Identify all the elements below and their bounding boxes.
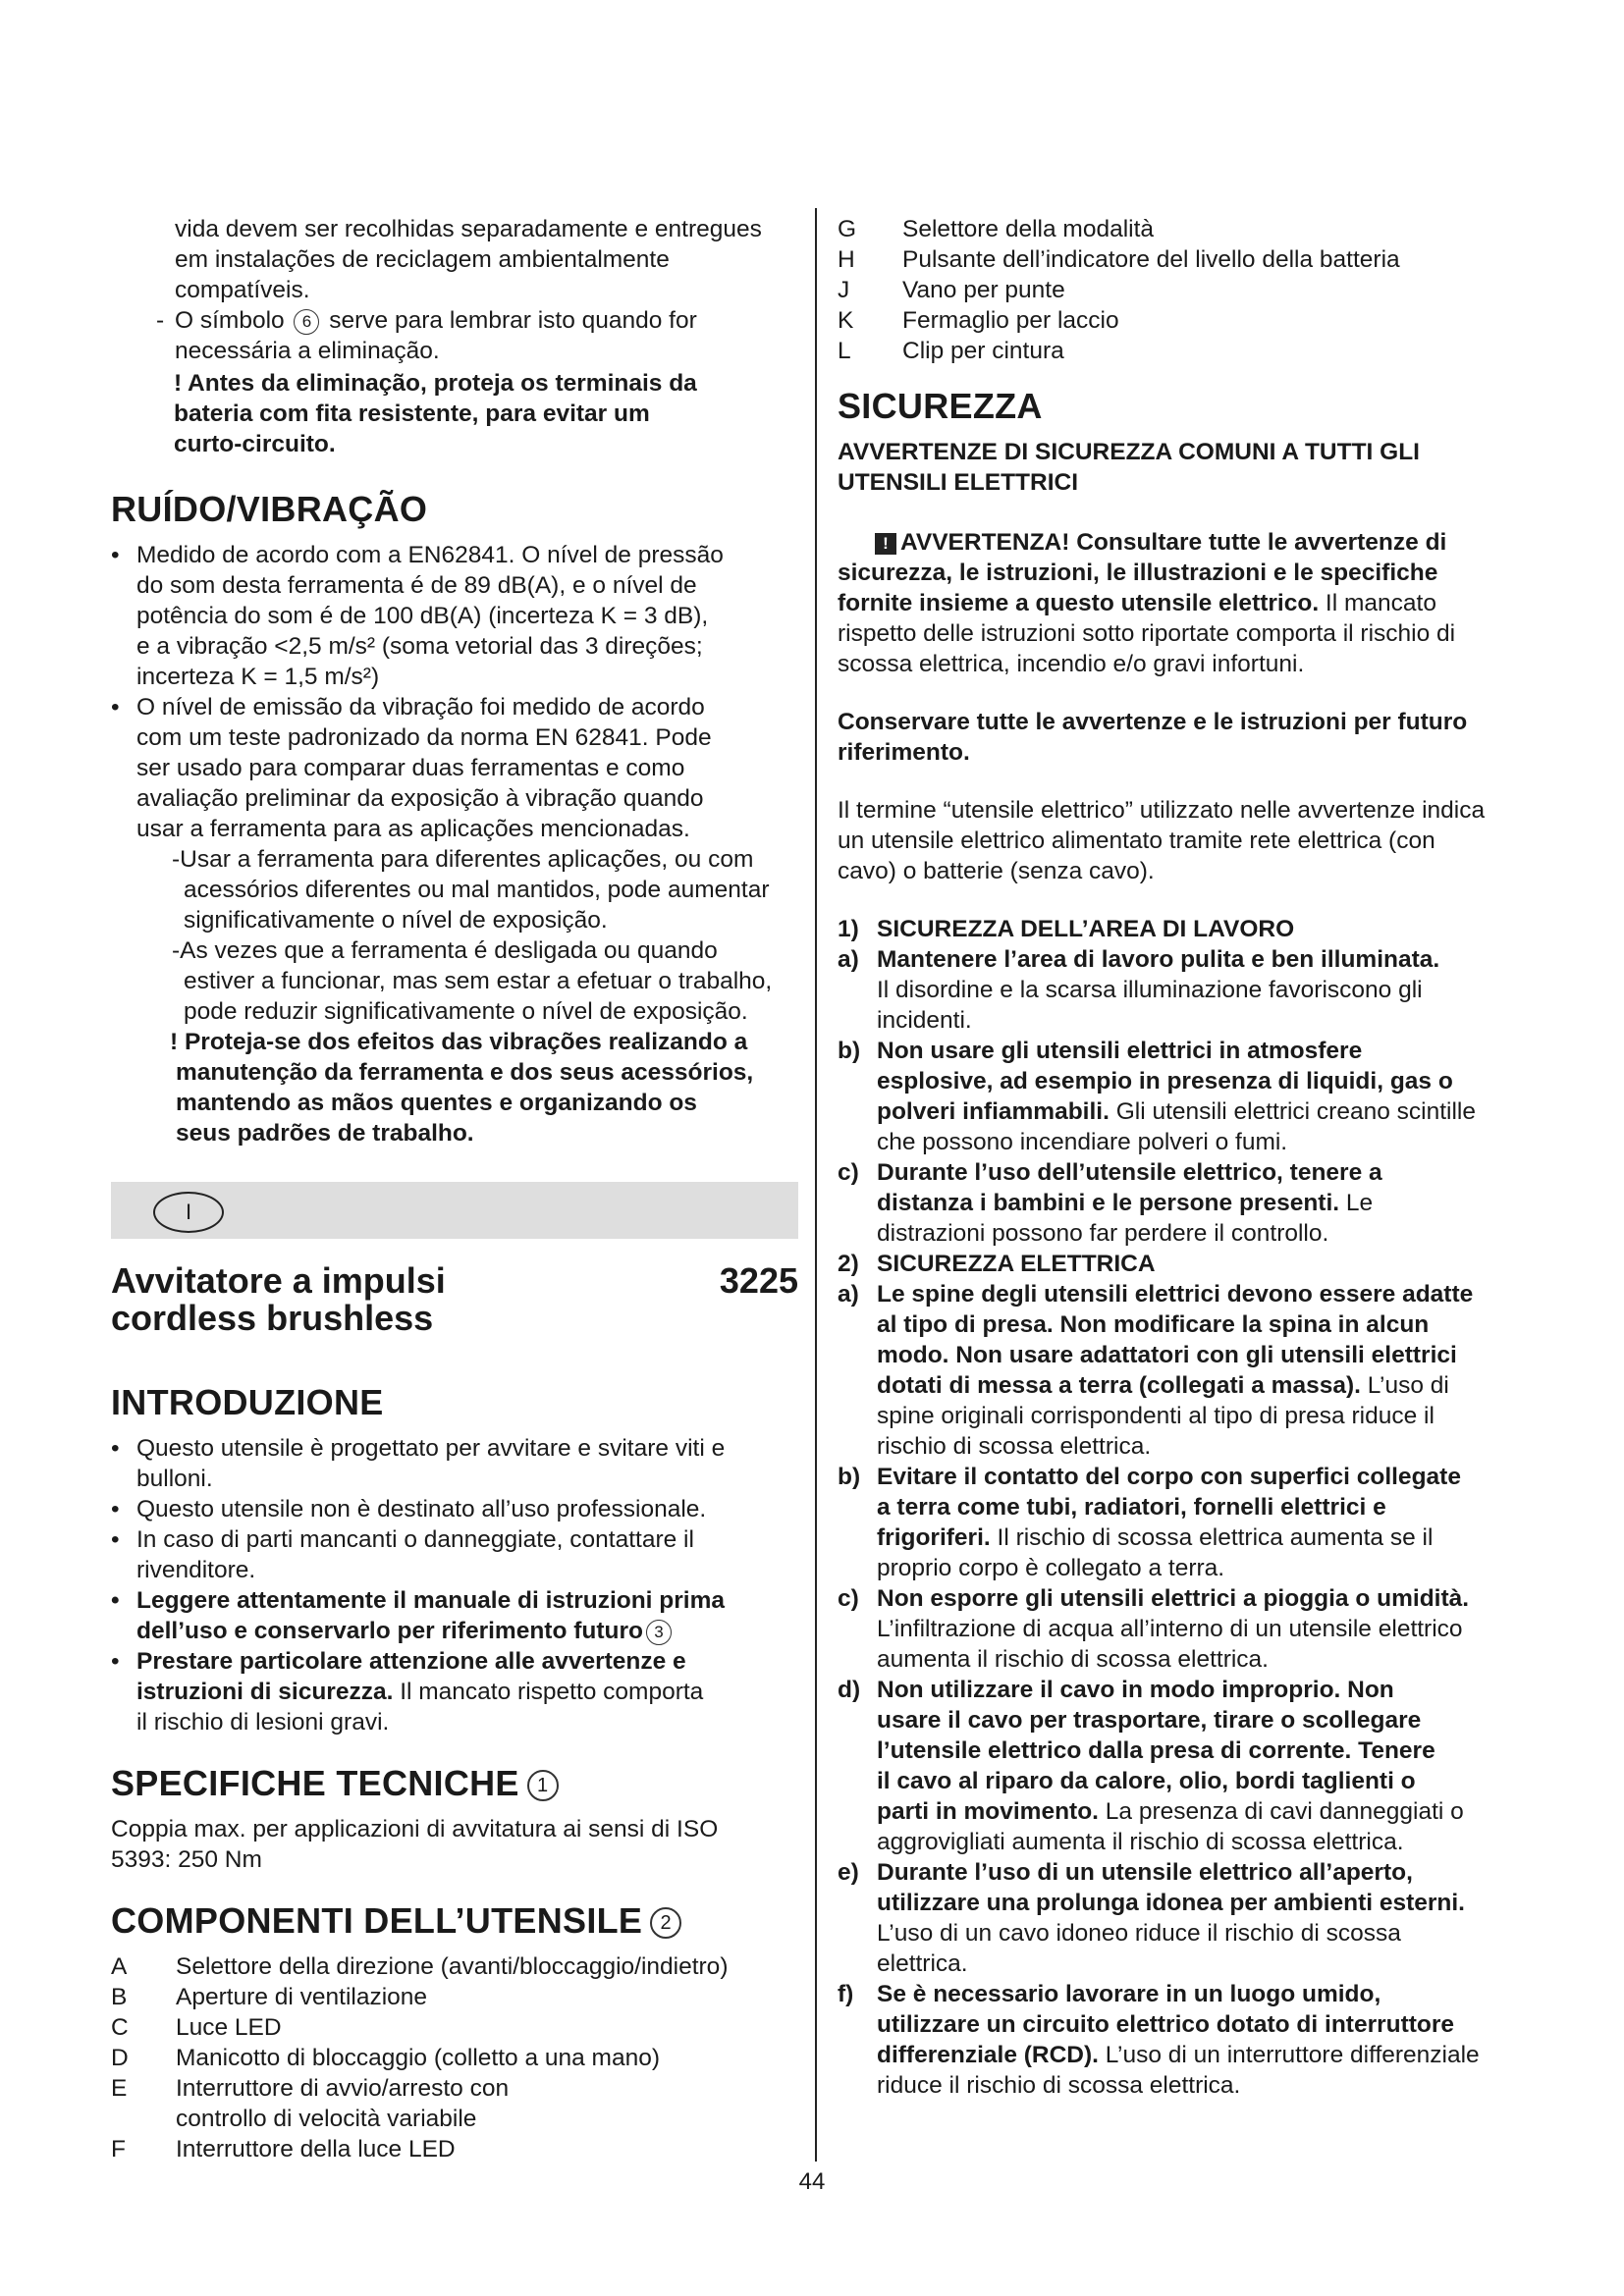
work-area-item-c: c) Durante l’uso dell’utensile elettrico, tenere a distanza i bambini e le persone presenti. Le distrazioni possono far perdere il controllo. [838,1159,1382,1247]
symbol-6-icon: 6 [294,309,319,335]
intro-bullet-safety: • Prestare particolare attenzione alle avvertenze e istruzioni di sicurezza. Il mancato rispetto comporta il rischio di lesioni gravi. [111,1646,798,1737]
electrical-item-d: d) Non utilizzare il cavo in modo improprio. Non usare il cavo per trasportare, tirare o scollegare l’utensile elettrico dalla presa di corrente. Tenere il cavo al riparo da calore, olio, bordi taglienti o parti in movimento. La presenza di cavi danneggiati o aggrovigliati aumenta il rischio di scossa elettrica. [838,1677,1464,1855]
component-item: K Fermaglio per laccio [838,307,1119,334]
recycling-text [111,214,798,305]
noise-bullet: • Medido de acordo com a EN62841. O nível de pressão do som desta ferramenta é de 89 dB(A), e o nível de potência do som é de 100 dB(A) (incerteza K = 3 dB), e a vibração <2,5 m/s² (soma vetorial das 3 direções; incerteza K = 1,5 m/s²) [111,540,798,692]
right-column [838,214,1525,2101]
text-line: vida devem ser recolhidas separadamente e entregues [175,216,762,242]
electrical-item-b: b) Evitare il contatto del corpo con superfici collegate a terra come tubi, radiatori, fornelli elettrici e frigoriferi. Il rischio di scossa elettrica aumenta se il proprio corpo è collegato a terra. [838,1464,1461,1581]
symbol-note: - O símbolo 6 serve para lembrar isto quando for necessária a eliminação. [156,307,697,364]
intro-bullet: • In caso di parti mancanti o danneggiate, contattare il rivenditore. [111,1524,798,1585]
text-line: em instalações de reciclagem ambientalmente [175,246,670,273]
disposal-warning: ! Antes da eliminação, proteja os terminais da bateria com fita resistente, para evitar um curto-circuito. [174,370,697,457]
component-item: C Luce LED [111,2014,282,2041]
intro-heading: INTRODUZIONE [111,1382,384,1422]
components-list-right [838,214,1525,366]
general-warning: ! AVVERTENZA! Consultare tutte le avvertenze di sicurezza, le istruzioni, le illustrazioni e le specifiche fornite insieme a questo utensile elettrico. Il mancato rispetto delle istruzioni sotto riportate comporta il rischio di scossa elettrica, incendio e/o gravi infortuni. [838,529,1456,677]
vibration-bullet: • O nível de emissão da vibração foi medido de acordo com um teste padronizado da norma EN 62841. Pode ser usado para comparar duas ferramentas e como avaliação preliminar da exposição à vibração quando usar a ferramenta para as aplicações mencionadas. [111,692,798,844]
component-item: E Interruttore di avvio/arresto con [111,2075,510,2102]
components-list-left [111,1951,798,2164]
intro-bullet: • Questo utensile è progettato per avvitare e svitare viti e bulloni. [111,1433,798,1494]
text-line: compatíveis. [175,277,310,303]
spec-heading: SPECIFICHE TECNICHE 1 [111,1763,798,1804]
term-definition: Il termine “utensile elettrico” utilizzato nelle avvertenze indica un utensile elettrico alimentato tramite rete elettrica (con cavo) o batterie (senza cavo). [838,797,1486,884]
electrical-item-a: a) Le spine degli utensili elettrici devono essere adatte al tipo di presa. Non modificare la spina in alcun modo. Non usare adattatori con gli utensili elettrici dotati di messa a terra (collegati a massa). L’uso di spine originali corrispondenti al tipo di presa riduce il rischio di scossa elettrica. [838,1281,1474,1460]
spec-text: Coppia max. per applicazioni di avvitatura ai sensi di ISO 5393: 250 Nm [111,1816,719,1873]
electrical-item-f: f) Se è necessario lavorare in un luogo umido, utilizzare un circuito elettrico dotato di interruttore differenziale (RCD). L’uso di un interruttore differenziale riduce il rischio di scossa elettrica. [838,1981,1480,2099]
component-item: B Aperture di ventilazione [111,1984,428,2010]
component-item: H Pulsante dell’indicatore del livello della batteria [838,246,1400,273]
component-item: J Vano per punte [838,277,1065,303]
component-item: L Clip per cintura [838,338,1064,364]
component-item: F Interruttore della luce LED [111,2136,456,2163]
components-ref-2-icon: 2 [650,1907,681,1939]
work-area-heading: 1) SICUREZZA DELL’AREA DI LAVORO [838,916,1295,942]
work-area-item-b: b) Non usare gli utensili elettrici in atmosfere esplosive, ad esempio in presenza di liquidi, gas o polveri infiammabili. Gli utensili elettrici creano scintille che possono incendiare polveri o fumi. [838,1038,1476,1155]
intro-bullet: • Questo utensile non è destinato all’uso professionale. [111,1494,798,1524]
intro-bullet-read-manual: • Leggere attentamente il manuale di istruzioni prima dell’uso e conservarlo per riferimento futuro 3 [111,1585,798,1646]
warning-triangle-icon: ! [875,533,896,555]
vibration-note-2: -As vezes que a ferramenta é desligada ou quando estiver a funcionar, mas sem estar a efetuar o trabalho, pode reduzir significativamente o nível de exposição. [172,937,773,1025]
product-title: Avvitatore a impulsi cordless brushless 3225 [111,1260,798,1338]
spec-ref-1-icon: 1 [527,1770,559,1801]
manual-ref-3-icon: 3 [646,1620,672,1645]
product-model: 3225 [719,1260,798,1301]
component-item: A Selettore della direzione (avanti/bloccaggio/indietro) [111,1953,729,1980]
safety-subtitle: AVVERTENZE DI SICUREZZA COMUNI A TUTTI GLI UTENSILI ELETTRICI [838,439,1420,496]
component-item: controllo di velocità variabile [176,2106,477,2132]
component-item: G Selettore della modalità [838,216,1155,242]
safety-heading: SICUREZZA [838,386,1043,426]
left-column [111,214,798,2164]
electrical-item-c: c) Non esporre gli utensili elettrici a pioggia o umidità. L’infiltrazione di acqua all’interno di un utensile elettrico aumenta il rischio di scossa elettrica. [838,1585,1470,1673]
work-area-item-a: a) Mantenere l’area di lavoro pulita e ben illuminata. Il disordine e la scarsa illuminazione favoriscono gli incidenti. [838,946,1440,1034]
vibration-note-1: -Usar a ferramenta para diferentes aplicações, ou com acessórios diferentes ou mal mantidos, pode aumentar significativamente o nível de exposição. [172,846,770,934]
electrical-item-e: e) Durante l’uso di un utensile elettrico all’aperto, utilizzare una prolunga idonea per ambienti esterni. L’uso di un cavo idoneo riduce il rischio di scossa elettrica. [838,1859,1465,1977]
component-item: D Manicotto di bloccaggio (colletto a una mano) [111,2045,661,2071]
column-divider [815,208,817,2162]
components-heading: COMPONENTI DELL’UTENSILE 2 [111,1900,798,1942]
language-code-badge: I [153,1192,224,1233]
page-number: 44 [798,2168,826,2195]
electrical-safety-heading: 2) SICUREZZA ELETTRICA [838,1251,1156,1277]
vibration-warning: ! Proteja-se dos efeitos das vibrações realizando a manutenção da ferramenta e dos seus acessórios, mantendo as mãos quentes e organizando os seus padrões de trabalho. [170,1029,754,1147]
language-banner [111,1182,798,1239]
keep-instructions: Conservare tutte le avvertenze e le istruzioni per futuro riferimento. [838,709,1468,766]
noise-vibration-heading: RUÍDO/VIBRAÇÃO [111,489,428,529]
